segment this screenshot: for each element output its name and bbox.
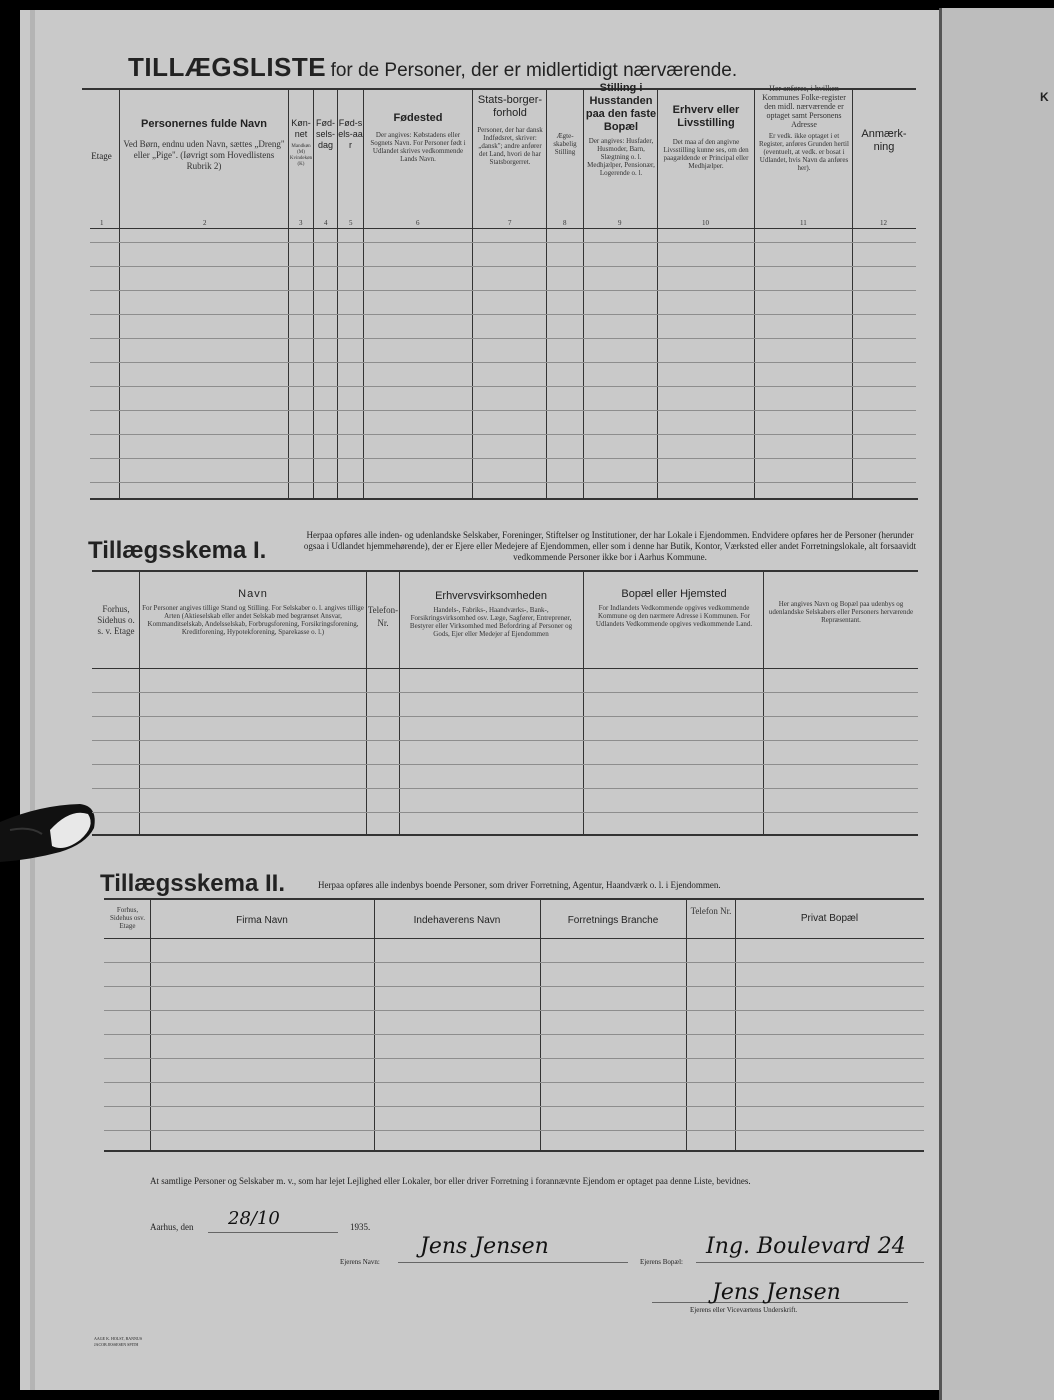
owner-name-underline xyxy=(398,1262,628,1263)
book-spine xyxy=(939,8,942,1400)
skema1-row-line xyxy=(92,716,918,717)
liste-row-line xyxy=(90,242,916,243)
residence-underline xyxy=(696,1262,924,1263)
skema2-row-line xyxy=(104,1034,924,1035)
liste-col-koen: Køn-net Mandkøn (M) Kvindekøn (K) xyxy=(289,118,313,167)
skema2-row-line xyxy=(104,962,924,963)
owner-residence-label: Ejerens Bopæl: xyxy=(640,1258,683,1266)
skema1-top-border xyxy=(92,570,918,572)
skema2-col-divider xyxy=(150,900,151,1150)
liste-col-divider xyxy=(337,90,338,498)
skema1-col-etage: Forhus, Sidehus o. s. v. Etage xyxy=(97,604,135,636)
skema1-col-divider xyxy=(583,572,584,834)
skema2-bottom-border xyxy=(104,1150,924,1152)
liste-col-aegteskab: Ægte-skabelig Stilling xyxy=(553,132,577,156)
col-number: 5 xyxy=(349,219,353,227)
skema1-col-erhverv: Erhvervsvirksomheden Handels-, Fabriks-, Haandværks-, Bank-, Forsikringsvirksomhed osv. Læge, Sagfører, Entreprenør, Bestyrer eller Virksomhed med Befordring af Personer og Gods, Ejer eller Medejer af Ejendommen xyxy=(409,590,573,638)
liste-row-line xyxy=(90,266,916,267)
skema2-row-line xyxy=(104,986,924,987)
skema2-row-line xyxy=(104,1106,924,1107)
printer-mark: AAGE K. HOLST, BANNUS JACOB JESSESEN SPITH xyxy=(94,1336,143,1347)
col-number: 6 xyxy=(416,219,420,227)
skema2-col-telefon: Telefon Nr. xyxy=(690,906,732,916)
liste-row-line xyxy=(90,290,916,291)
skema1-col-divider xyxy=(399,572,400,834)
liste-title xyxy=(128,52,737,83)
liste-title-rest: for de Personer, der er midlertidigt nærværende. xyxy=(330,60,738,81)
skema1-col-repraesentant: Her angives Navn og Bopæl paa udenbys og udenlandske Selskabers eller Personers herværende Repræsentant. xyxy=(768,600,914,624)
skema2-row-line xyxy=(104,1130,924,1131)
col-number: 2 xyxy=(203,219,207,227)
skema1-row-line xyxy=(92,764,918,765)
liste-col-divider xyxy=(363,90,364,498)
date-underline xyxy=(208,1232,338,1233)
footer-statement: At samtlige Personer og Selskaber m. v., som har lejet Lejlighed eller Lokaler, bor eller driver Forretning i forannævnte Ejendom er optaget paa denne Liste, bevidnes. xyxy=(150,1176,751,1186)
skema1-row-line xyxy=(92,740,918,741)
liste-col-divider xyxy=(119,90,120,498)
skema2-col-etage: Forhus, Sidehus osv. Etage xyxy=(110,906,145,930)
skema1-row-line xyxy=(92,812,918,813)
liste-col-folkeregister: Her anføres, i hvilken Kommunes Folke-register den midl. nærværende er optaget samt Personens Adresse Er vedk. ikke optaget i et Register, anføres Grunden hertil (eventuelt, at vedk. er bosat i Udlandet, hvis Navn da anføres her). xyxy=(759,84,849,172)
col-number: 3 xyxy=(299,219,303,227)
skema1-row-line xyxy=(92,692,918,693)
skema1-col-divider xyxy=(139,572,140,834)
owner-signature: Jens Jensen xyxy=(712,1280,841,1305)
liste-col-stilling: Stilling i Husstanden paa den faste Bopæl Der angives: Husfader, Husmoder, Barn, Slægtning o. l. Medhjælper, Pensionær, Logerende o. l. xyxy=(585,82,657,177)
skema1-bottom-border xyxy=(92,834,918,836)
skema2-col-divider xyxy=(540,900,541,1150)
skema1-header-border xyxy=(92,668,918,669)
liste-col-etage: Etage xyxy=(91,151,112,161)
liste-row-line xyxy=(90,386,916,387)
liste-header-border xyxy=(90,228,916,229)
skema1-row-line xyxy=(92,788,918,789)
skema2-col-indehaver: Indehaverens Navn xyxy=(413,915,501,926)
thumb-icon xyxy=(0,800,100,880)
col-number: 11 xyxy=(800,219,807,227)
skema2-header-border xyxy=(104,938,924,939)
liste-col-divider xyxy=(852,90,853,498)
liste-row-line xyxy=(90,314,916,315)
col-number: 10 xyxy=(702,219,709,227)
col-number: 7 xyxy=(508,219,512,227)
skema1-col-telefon: Telefon-Nr. xyxy=(367,605,399,628)
liste-bottom-border xyxy=(90,498,918,500)
skema1-title: Tillægsskema I. xyxy=(88,537,267,564)
liste-col-divider xyxy=(313,90,314,498)
skema2-col-divider xyxy=(735,900,736,1150)
owner-name-label: Ejerens Navn: xyxy=(340,1258,380,1266)
owner-name-signature: Jens Jensen xyxy=(420,1234,549,1259)
liste-col-foedested: Fødested Der angives: Købstadens eller Sognets Navn. For Personer født i Udlandet skrives vedkommende Lands Navn. xyxy=(370,112,466,163)
liste-row-line xyxy=(90,482,916,483)
col-number: 4 xyxy=(324,219,328,227)
col-number: 9 xyxy=(618,219,622,227)
liste-col-statsborger: Stats-borger-forhold Personer, der har dansk Indfødsret, skriver: „dansk"; andre anfører det Land, hvori de har Statsborgerret. xyxy=(477,94,543,166)
adjacent-page xyxy=(942,8,1054,1400)
skema2-top-border xyxy=(104,898,924,900)
skema2-title: Tillægsskema II. xyxy=(100,870,285,897)
page-edge xyxy=(30,10,35,1390)
liste-col-divider xyxy=(754,90,755,498)
col-number: 8 xyxy=(563,219,567,227)
liste-row-line xyxy=(90,338,916,339)
skema1-col-divider xyxy=(763,572,764,834)
liste-col-navn: Personernes fulde Navn Ved Børn, endnu uden Navn, sættes „Dreng" eller „Pige". (Iøvrigt som Hovedlistens Rubrik 2) xyxy=(123,118,285,171)
liste-col-erhverv: Erhverv eller Livsstilling Det maa af den angivne Livsstilling kunne ses, om den paagældende er Principal eller Medhjælper. xyxy=(663,104,749,170)
skema2-col-divider xyxy=(686,900,687,1150)
liste-col-divider xyxy=(583,90,584,498)
liste-title-main: TILLÆGSLISTE xyxy=(128,52,327,82)
liste-row-line xyxy=(90,434,916,435)
skema2-col-privat-bopael: Privat Bopæl xyxy=(800,913,859,924)
col-number: 1 xyxy=(100,219,104,227)
skema2-row-line xyxy=(104,1058,924,1059)
skema2-note: Herpaa opføres alle indenbys boende Personer, som driver Forretning, Agentur, Haandværk o. l. i Ejendommen. xyxy=(318,880,721,890)
skema2-col-divider xyxy=(374,900,375,1150)
liste-row-line xyxy=(90,410,916,411)
liste-col-divider xyxy=(546,90,547,498)
liste-col-divider xyxy=(472,90,473,498)
skema1-col-navn: Navn For Personer angives tillige Stand og Stilling. For Selskaber o. l. angives tillige Arten (Aktieselskab eller andet Selskab med begrænset Ansvar, Kommanditselskab, Andelsselskab, Forbrugsforening, Forsikringsforening, Kreditforening, Hypotekforening, Sparekasse o. l.) xyxy=(142,588,364,636)
footer-year: 1935. xyxy=(350,1222,371,1232)
skema1-note: Herpaa opføres alle inden- og udenlandske Selskaber, Foreninger, Stiftelser og Institutioner, der har Lokale i Ejendommen. Endvidere opføres her de Personer (herunder ogsaa i Udlandet hjemmehørende), der er Ejere eller Medejere af Ejendommen, eller som i denne har Butik, Kontor, Værksted eller andet Forretningslokale, alt forsaavidt vedkommende Personer ikke bor i Aarhus Kommune. xyxy=(303,530,917,562)
owner-residence: Ing. Boulevard 24 xyxy=(706,1234,906,1259)
skema1-col-bopael: Bopæl eller Hjemsted For Indlandets Vedkommende opgives vedkommende Kommune og den nærmere Adresse i Kommunen. For Udlandets Vedkommende opgives vedkommende Land. xyxy=(595,588,753,628)
liste-col-foedselsaar: Fød-sels-aar xyxy=(338,118,363,150)
liste-col-divider xyxy=(657,90,658,498)
skema2-col-firma: Firma Navn xyxy=(236,915,288,926)
adjacent-page-fragment: K xyxy=(1040,90,1049,104)
liste-col-foedselsdag: Fød-sels-dag xyxy=(315,118,335,150)
footer-date: 28/10 xyxy=(228,1208,280,1229)
footer-city: Aarhus, den xyxy=(150,1222,194,1232)
liste-row-line xyxy=(90,362,916,363)
col-number: 12 xyxy=(880,219,887,227)
signature-label: Ejerens eller Viceværtens Underskrift. xyxy=(690,1306,798,1314)
liste-row-line xyxy=(90,458,916,459)
skema2-row-line xyxy=(104,1082,924,1083)
skema2-col-branche: Forretnings Branche xyxy=(567,915,659,926)
skema2-row-line xyxy=(104,1010,924,1011)
liste-col-anmaerkning: Anmærk-ning xyxy=(861,128,907,153)
